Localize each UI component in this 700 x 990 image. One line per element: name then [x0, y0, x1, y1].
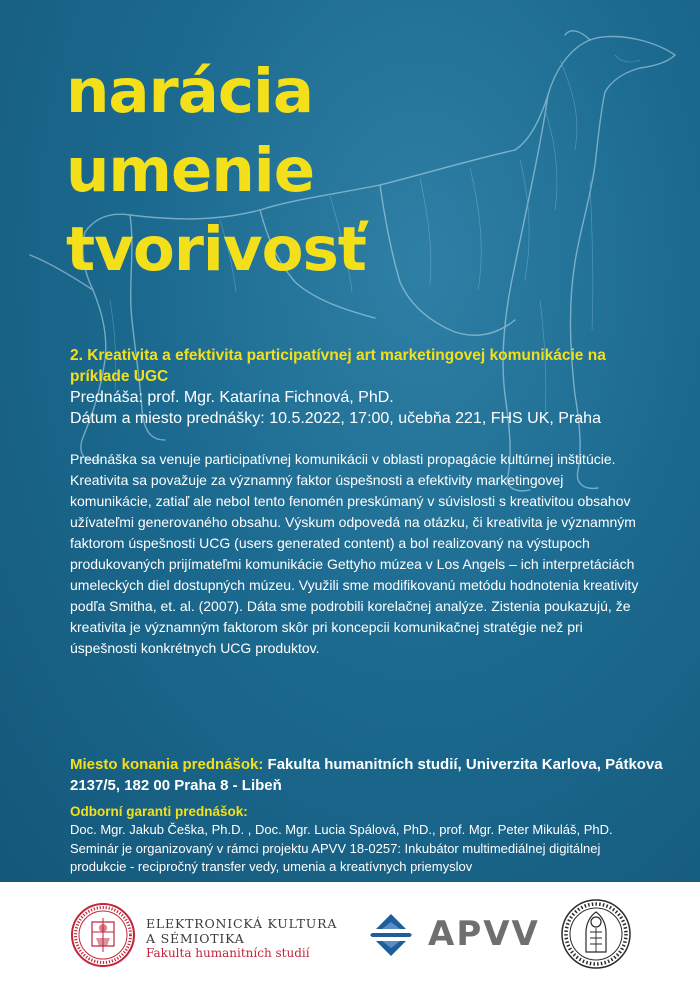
title-line-2: umenie: [66, 135, 315, 206]
guarantors: [70, 803, 670, 839]
title-line-3: tvorivosť: [66, 214, 366, 285]
lecture-title: 2. Kreativita a efektivita participatívnej art marketingovej komunikácie na príklade UGC: [70, 347, 606, 385]
date-place: Dátum a miesto prednášky: 10.5.2022, 17:00, učebňa 221, FHS UK, Praha: [70, 410, 601, 427]
guarantors-names: Doc. Mgr. Jakub Češka, Ph.D. , Doc. Mgr. Lucia Spálová, PhD., prof. Mgr. Peter Mikuláš, PhD.: [70, 822, 613, 837]
lecture-info: [70, 345, 660, 429]
venue: [70, 754, 670, 796]
poster-title: [66, 52, 366, 289]
ekas-wordmark: [146, 916, 337, 961]
ekas-line-3: Fakulta humanitních studií: [146, 946, 310, 960]
ekas-line-2: A SÉMIOTIKA: [146, 931, 245, 946]
lecturer: Prednáša: prof. Mgr. Katarína Fichnová, PhD.: [70, 389, 394, 406]
ukf-nitra-seal-icon: [560, 898, 632, 970]
abstract-text: Prednáška sa venuje participatívnej komunikácii v oblasti propagácie kultúrnej inštitúcie. Kreativita sa považuje za významný faktor úspešnosti a efektivity marketingovej komunikácie, zatiaľ ale nebol tento fenomén preskúmaný v súvislosti s kreativitou obsahov užívateľmi generovaného obsahu. Výskum odpovedá na otázku, či kreativita je významným faktorom úspešnosti UCG (users generated content) a bol realizovaný na výstupoch produkovaných prijímateľmi komunikácie Gettyho múzea v Los Angels – ich interpretáciách umeleckých diel dostupných múzeu. Využili sme modifikovanú metódu hodnotenia kreativity podľa Smitha, et. al. (2007). Dáta sme podrobili korelačnej analýze. Zistenia poukazujú, že kreativita je významným faktorom skôr pri koncepcii komunikačnej stratégie než pri úspešnosti konkrétnych UCG produktov.: [70, 451, 639, 656]
ekas-line-1: ELEKTRONICKÁ KULTURA: [146, 916, 338, 931]
logo-bar: [0, 882, 700, 990]
venue-text: Fakulta humanitních studií, Univerzita Karlova, Pátkova 2137/5, 182 00 Praha 8 - Libeň: [70, 756, 663, 794]
apvv-logo-icon: [368, 912, 414, 958]
venue-label: Miesto konania prednášok:: [70, 756, 264, 773]
project-note: Seminár je organizovaný v rámci projektu APVV 18-0257: Inkubátor multimediálnej digitálnej produkcie - recipročný transfer vedy, umenia a kreatívnych priemyslov: [70, 841, 601, 874]
guarantors-label: Odborní garanti prednášok:: [70, 804, 248, 819]
apvv-wordmark: APVV: [428, 914, 540, 954]
charles-university-seal-icon: [70, 902, 136, 968]
title-line-1: narácia: [66, 56, 314, 127]
